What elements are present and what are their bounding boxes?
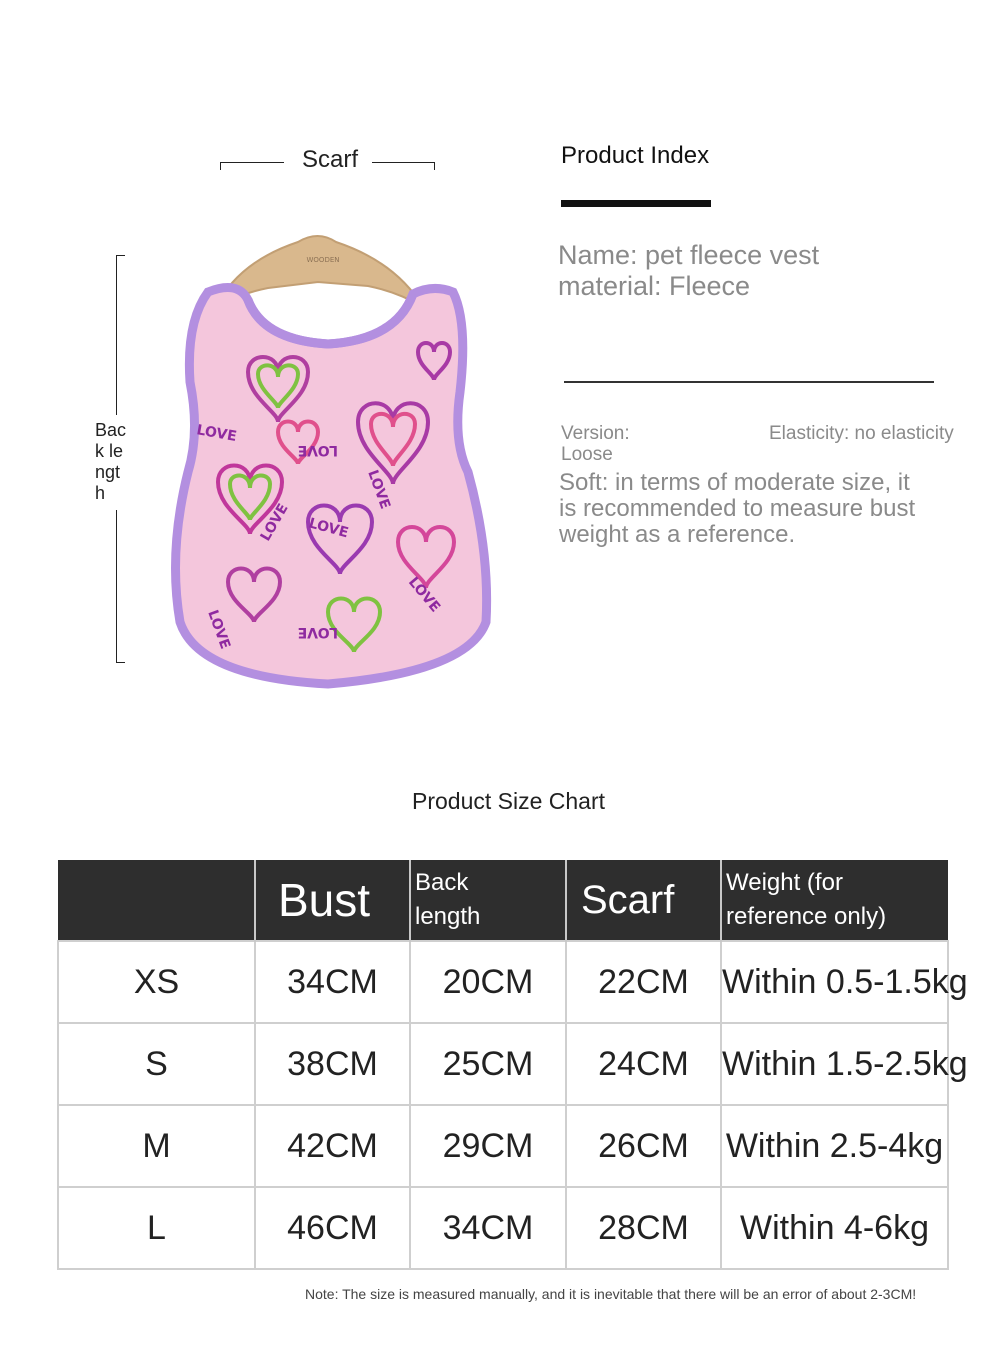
size-cell: XS bbox=[58, 941, 255, 1023]
back-length-dimension-marker bbox=[92, 255, 142, 665]
header-cell-bust: Bust bbox=[255, 860, 410, 941]
svg-text:LOVE: LOVE bbox=[364, 467, 394, 512]
size-cell: L bbox=[58, 1187, 255, 1269]
dimension-tick bbox=[434, 162, 435, 170]
dimension-cap bbox=[116, 255, 125, 256]
size-chart-title: Product Size Chart bbox=[411, 788, 606, 814]
bust-cell: 46CM bbox=[255, 1187, 410, 1269]
svg-text:LOVE: LOVE bbox=[404, 574, 444, 616]
table-row bbox=[58, 1023, 948, 1105]
product-index-title: Product Index bbox=[561, 142, 710, 169]
svg-text:WOODEN: WOODEN bbox=[306, 256, 340, 264]
svg-text:LOVE: LOVE bbox=[204, 607, 234, 652]
svg-text:LOVE: LOVE bbox=[306, 515, 351, 542]
back-length-cell: 25CM bbox=[410, 1023, 566, 1105]
header-cell-back-length: Back length bbox=[410, 860, 566, 941]
back-length-dimension-label: Back length bbox=[95, 420, 127, 503]
weight-cell: Within 0.5-1.5kg bbox=[721, 941, 948, 1023]
version-text: Version: Loose bbox=[561, 423, 630, 465]
svg-text:LOVE: LOVE bbox=[297, 442, 338, 458]
header-cell-scarf: Scarf bbox=[566, 860, 721, 941]
scarf-dimension-marker bbox=[220, 146, 436, 176]
header-cell-weight: Weight (for reference only) bbox=[721, 860, 948, 941]
dimension-line bbox=[372, 162, 435, 163]
product-name-material: Name: pet fleece vest material: Fleece bbox=[558, 240, 820, 301]
back-length-cell: 29CM bbox=[410, 1105, 566, 1187]
table-header-row bbox=[58, 860, 948, 941]
svg-text:LOVE: LOVE bbox=[257, 501, 292, 544]
svg-text:LOVE: LOVE bbox=[195, 422, 238, 445]
dimension-line bbox=[116, 510, 117, 662]
size-cell: S bbox=[58, 1023, 255, 1105]
size-cell: M bbox=[58, 1105, 255, 1187]
scarf-dimension-label: Scarf bbox=[302, 146, 359, 173]
dimension-line bbox=[220, 162, 284, 163]
bust-cell: 42CM bbox=[255, 1105, 410, 1187]
scarf-cell: 26CM bbox=[566, 1105, 721, 1187]
header-cell-size bbox=[58, 860, 255, 941]
pet-vest-image bbox=[168, 222, 498, 692]
scarf-cell: 24CM bbox=[566, 1023, 721, 1105]
scarf-cell: 28CM bbox=[566, 1187, 721, 1269]
svg-text:LOVE: LOVE bbox=[297, 624, 338, 640]
measurement-note: Note: The size is measured manually, and it is inevitable that there will be an error of about 2-3CM! bbox=[305, 1286, 917, 1302]
dimension-tick bbox=[220, 162, 221, 170]
dimension-line bbox=[116, 255, 117, 415]
divider bbox=[564, 381, 934, 383]
scarf-cell: 22CM bbox=[566, 941, 721, 1023]
back-length-cell: 20CM bbox=[410, 941, 566, 1023]
table-row bbox=[58, 1105, 948, 1187]
back-length-cell: 34CM bbox=[410, 1187, 566, 1269]
weight-cell: Within 1.5-2.5kg bbox=[721, 1023, 948, 1105]
title-underline bbox=[561, 200, 711, 207]
elasticity-text: Elasticity: no elasticity bbox=[769, 423, 954, 444]
weight-cell: Within 2.5-4kg bbox=[721, 1105, 948, 1187]
dimension-cap bbox=[116, 662, 125, 663]
bust-cell: 38CM bbox=[255, 1023, 410, 1105]
size-chart-table bbox=[57, 860, 968, 1270]
table-row bbox=[58, 1187, 948, 1269]
table-row bbox=[58, 941, 948, 1023]
softness-text: Soft: in terms of moderate size, it is recommended to measure bust weight as a reference. bbox=[559, 469, 916, 548]
weight-cell: Within 4-6kg bbox=[721, 1187, 948, 1269]
bust-cell: 34CM bbox=[255, 941, 410, 1023]
